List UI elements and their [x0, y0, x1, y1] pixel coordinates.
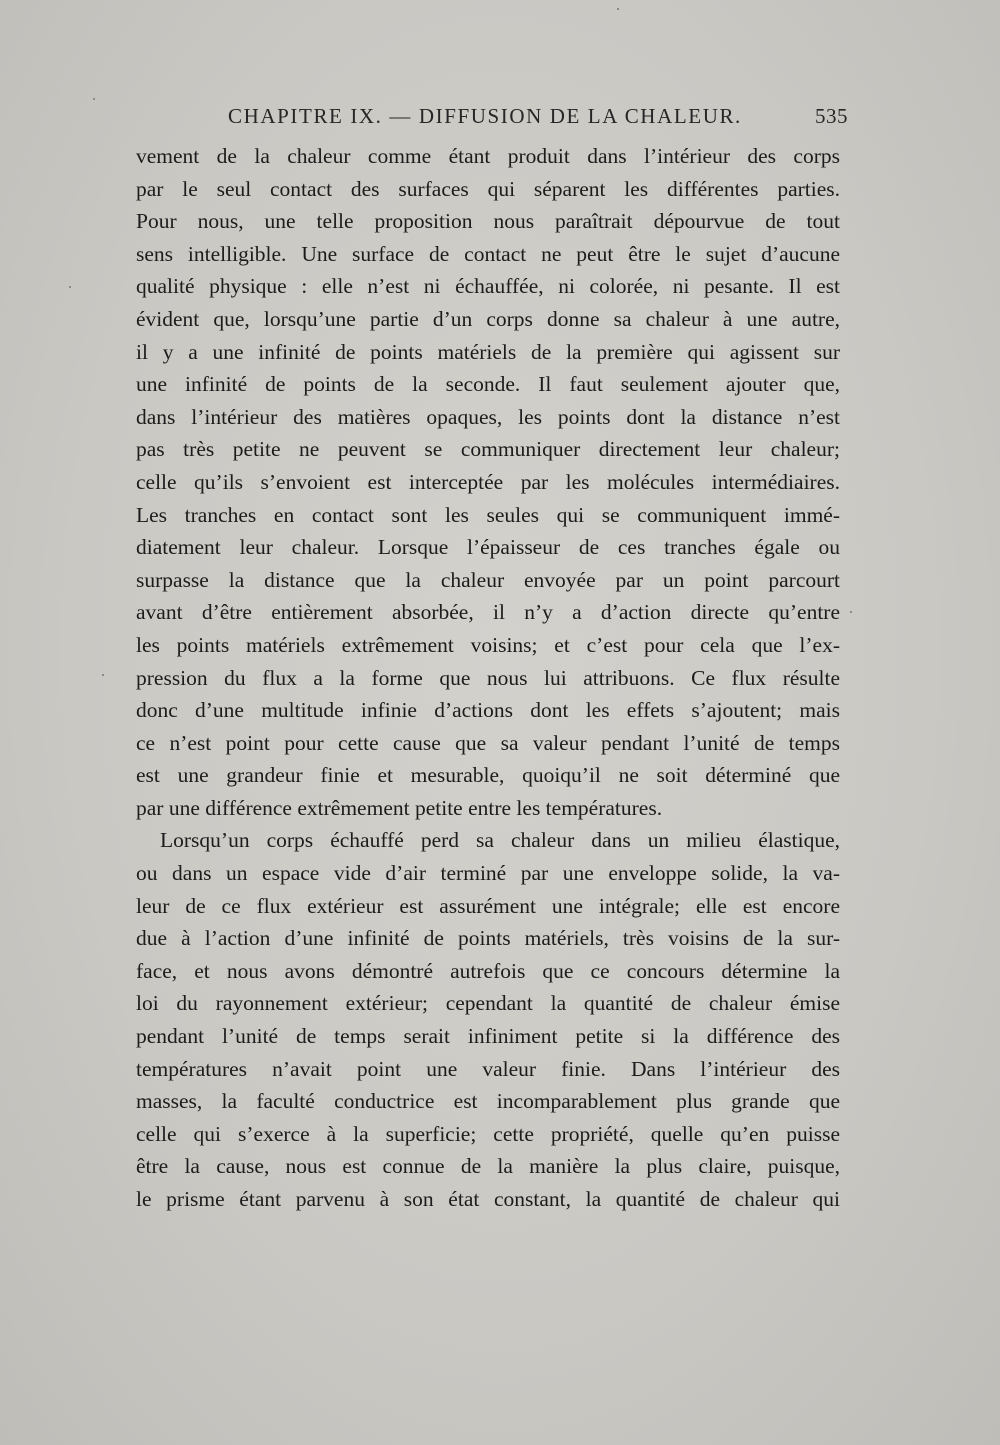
text-line-paragraph-start: Lorsqu’un corps échauffé perd sa chaleur dans un milieu élastique,: [160, 828, 840, 853]
paper-speck: [102, 674, 104, 676]
page-number: 535: [815, 104, 848, 128]
text-line: celle qui s’exerce à la superficie; cette propriété, quelle qu’en puisse: [136, 1121, 840, 1146]
text-line: dans l’intérieur des matières opaques, les points dont la distance n’est: [136, 404, 840, 429]
text-line: par le seul contact des surfaces qui séparent les différentes parties.: [136, 176, 840, 201]
text-line: due à l’action d’une infinité de points matériels, très voisins de la sur-: [136, 926, 840, 951]
text-line: leur de ce flux extérieur est assurément une intégrale; elle est encore: [136, 893, 840, 918]
text-line: le prisme étant parvenu à son état constant, la quantité de chaleur qui: [136, 1187, 840, 1211]
running-header: [140, 104, 850, 138]
text-line: pression du flux a la forme que nous lui attribuons. Ce flux résulte: [136, 665, 840, 690]
text-line: qualité physique : elle n’est ni échauffée, ni colorée, ni pesante. Il est: [136, 274, 840, 299]
text-line: températures n’avait point une valeur finie. Dans l’intérieur des: [136, 1056, 840, 1081]
text-line: sens intelligible. Une surface de contact ne peut être le sujet d’aucune: [136, 241, 840, 266]
text-line: celle qu’ils s’envoient est interceptée par les molécules intermédiaires.: [136, 469, 840, 494]
text-line: pas très petite ne peuvent se communiquer directement leur chaleur;: [136, 437, 840, 462]
paper-speck: [93, 98, 95, 100]
paper-speck: [617, 8, 619, 10]
text-line: diatement leur chaleur. Lorsque l’épaisseur de ces tranches égale ou: [136, 535, 840, 560]
text-line: vement de la chaleur comme étant produit dans l’intérieur des corps: [136, 144, 840, 168]
text-line: Les tranches en contact sont les seules qui se communiquent immé-: [136, 502, 840, 527]
text-line: Pour nous, une telle proposition nous paraîtrait dépourvue de tout: [136, 209, 840, 234]
paper-speck: [69, 286, 71, 288]
text-line: une infinité de points de la seconde. Il faut seulement ajouter que,: [136, 372, 840, 397]
text-line: est une grandeur finie et mesurable, quoiqu’il ne soit déterminé que: [136, 763, 840, 788]
text-line: avant d’être entièrement absorbée, il n’y a d’action directe qu’entre: [136, 600, 840, 625]
text-line: surpasse la distance que la chaleur envoyée par un point parcourt: [136, 567, 840, 592]
text-line: être la cause, nous est connue de la manière la plus claire, puisque,: [136, 1154, 840, 1179]
text-line-paragraph-end: par une différence extrêmement petite entre les températures.: [136, 795, 663, 820]
text-line: face, et nous avons démontré autrefois que ce concours détermine la: [136, 958, 840, 983]
paper-speck: [850, 611, 852, 613]
text-line: ou dans un espace vide d’air terminé par une enveloppe solide, la va-: [136, 861, 840, 886]
text-line: ce n’est point pour cette cause que sa valeur pendant l’unité de temps: [136, 730, 840, 755]
text-line: il y a une infinité de points matériels de la première qui agissent sur: [136, 339, 840, 364]
text-line: les points matériels extrêmement voisins; et c’est pour cela que l’ex-: [136, 632, 840, 657]
text-line: donc d’une multitude infinie d’actions dont les effets s’ajoutent; mais: [136, 698, 840, 723]
text-line: pendant l’unité de temps serait infiniment petite si la différence des: [136, 1024, 840, 1049]
text-line: loi du rayonnement extérieur; cependant la quantité de chaleur émise: [136, 991, 840, 1016]
body-text: [136, 140, 840, 1216]
text-line: évident que, lorsqu’une partie d’un corps donne sa chaleur à une autre,: [136, 306, 840, 331]
chapter-title: CHAPITRE IX. — DIFFUSION DE LA CHALEUR.: [228, 104, 742, 128]
text-line: masses, la faculté conductrice est incomparablement plus grande que: [136, 1089, 840, 1114]
